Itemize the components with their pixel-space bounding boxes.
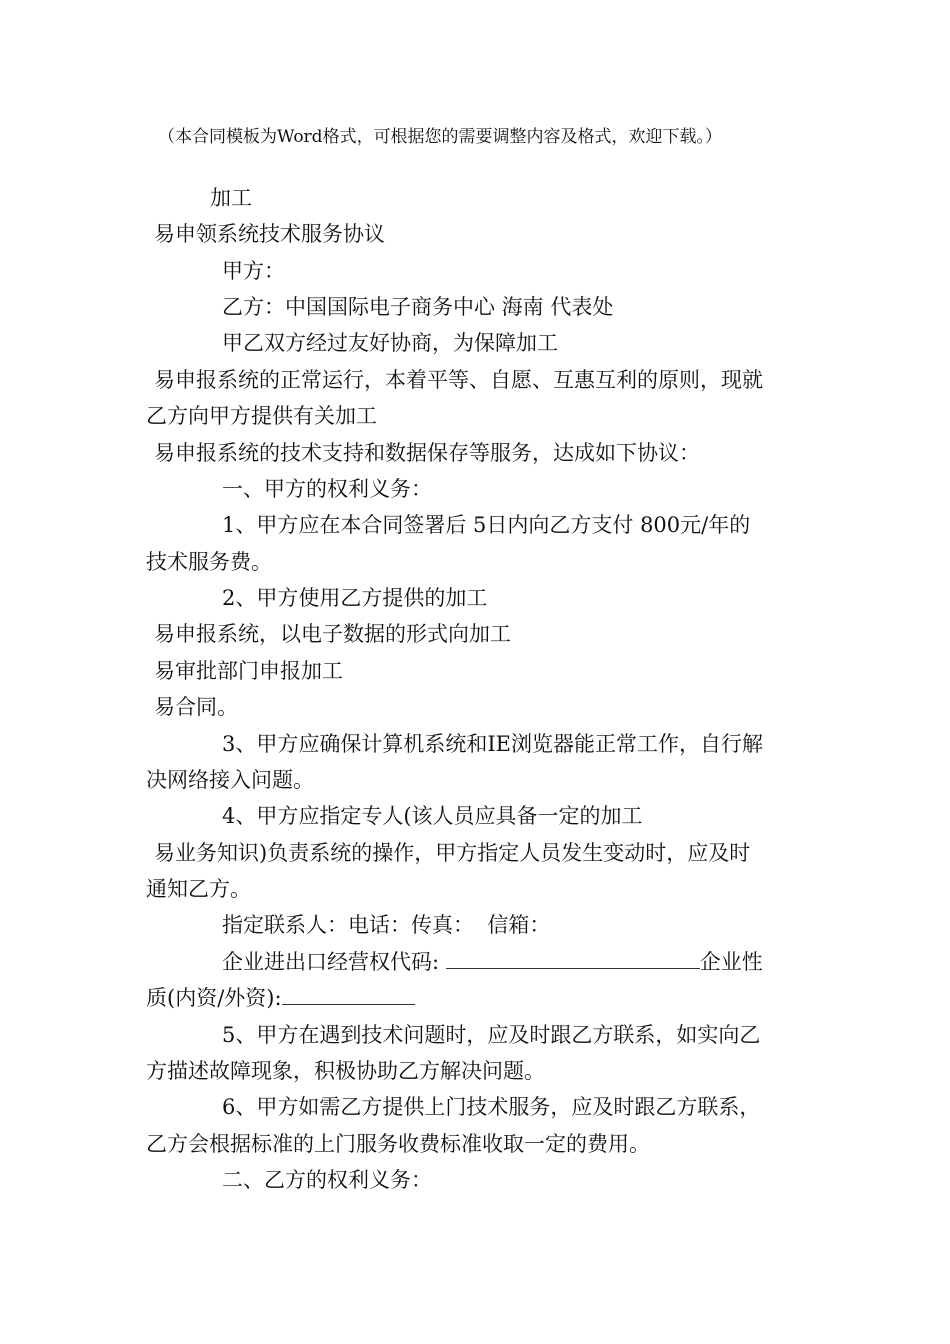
clause-6-line-1: 6、甲方如需乙方提供上门技术服务，应及时跟乙方联系， <box>222 1095 761 1119</box>
preamble-line-1: 甲乙双方经过友好协商，为保障加工 <box>222 331 558 355</box>
title-line-1: 加工 <box>210 186 252 210</box>
clause-6-line-2: 乙方会根据标准的上门服务收费标准收取一定的费用。 <box>146 1132 650 1156</box>
preamble-line-3: 乙方向甲方提供有关加工 <box>146 404 377 428</box>
license-code-blank <box>446 949 700 969</box>
clause-4-line-3: 通知乙方。 <box>146 877 251 901</box>
section-heading-2: 二、乙方的权利义务： <box>222 1168 432 1192</box>
clause-5-line-1: 5、甲方在遇到技术问题时，应及时跟乙方联系，如实向乙 <box>222 1023 761 1047</box>
enterprise-nature-label-2: 质(内资/外资): <box>146 986 282 1010</box>
title-line-2: 易申领系统技术服务协议 <box>154 222 385 246</box>
clause-5-line-2: 方描述故障现象，积极协助乙方解决问题。 <box>146 1059 545 1083</box>
clause-4-line-1: 4、甲方应指定专人(该人员应具备一定的加工 <box>222 804 643 828</box>
enterprise-nature-blank <box>282 985 415 1005</box>
party-a-line: 甲方： <box>222 259 285 283</box>
enterprise-nature-line <box>146 985 415 1011</box>
section-heading-1: 一、甲方的权利义务： <box>222 477 432 501</box>
license-code-label: 企业进出口经营权代码: <box>222 950 446 974</box>
clause-1-line-2: 技术服务费。 <box>146 550 272 574</box>
clause-3-line-1: 3、甲方应确保计算机系统和IE浏览器能正常工作，自行解 <box>222 732 763 756</box>
contact-line: 指定联系人：电话：传真： 信箱： <box>222 913 551 937</box>
clause-1-line-1: 1、甲方应在本合同签署后 5日内向乙方支付 800元/年的 <box>222 513 751 537</box>
preamble-line-4: 易申报系统的技术支持和数据保存等服务，达成如下协议： <box>154 441 700 465</box>
clause-2-line-4: 易合同。 <box>154 695 238 719</box>
clause-2-line-3: 易审批部门申报加工 <box>154 659 343 683</box>
party-b-line: 乙方：中国国际电子商务中心 海南 代表处 <box>222 295 614 319</box>
clause-3-line-2: 决网络接入问题。 <box>146 768 314 792</box>
template-note: （本合同模板为Word格式，可根据您的需要调整内容及格式，欢迎下载。） <box>158 127 723 147</box>
license-code-line <box>222 949 763 975</box>
clause-2-line-1: 2、甲方使用乙方提供的加工 <box>222 586 488 610</box>
enterprise-nature-label: 企业性 <box>699 950 763 974</box>
clause-4-line-2: 易业务知识)负责系统的操作，甲方指定人员发生变动时，应及时 <box>154 841 751 865</box>
preamble-line-2: 易申报系统的正常运行，本着平等、自愿、互惠互利的原则，现就 <box>154 368 763 392</box>
clause-2-line-2: 易申报系统，以电子数据的形式向加工 <box>154 622 511 646</box>
